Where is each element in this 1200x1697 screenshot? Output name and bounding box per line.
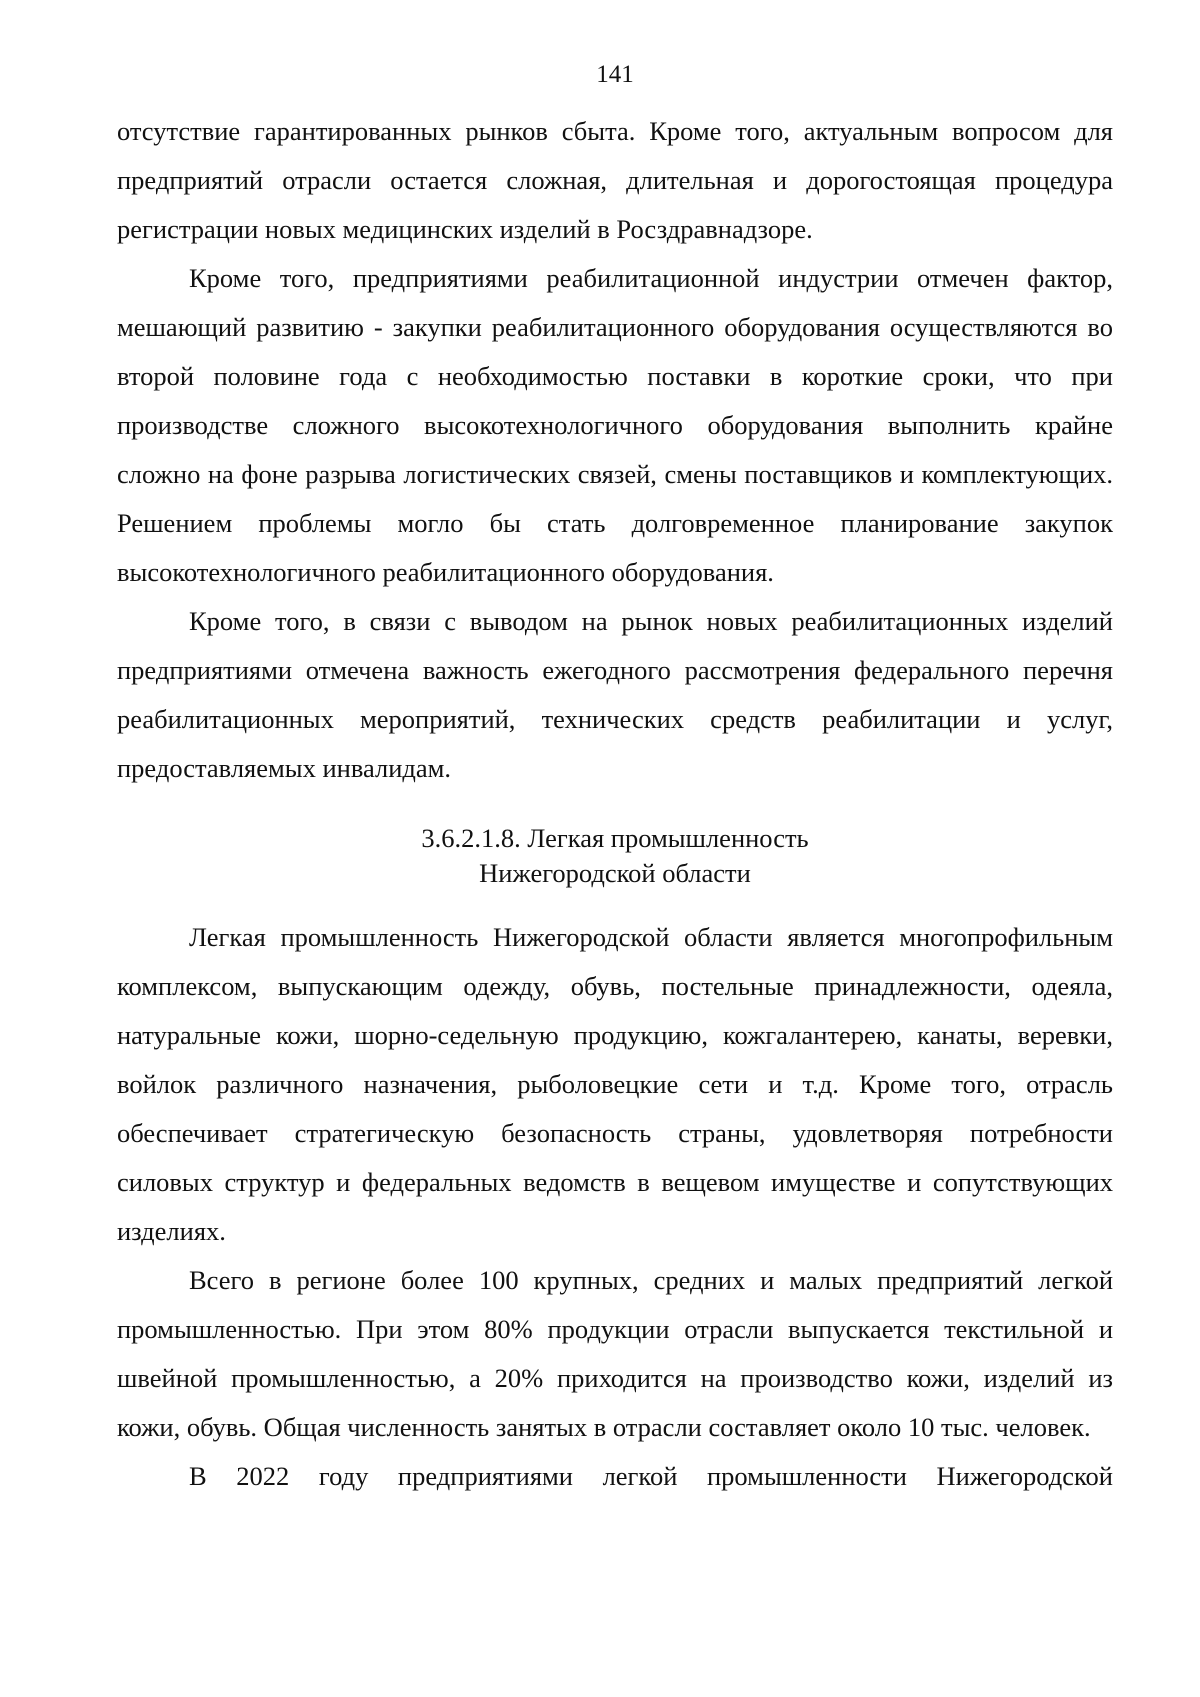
document-body — [117, 107, 1113, 1501]
section-heading — [117, 821, 1113, 891]
paragraph-rehab-federal-list: Кроме того, в связи с выводом на рынок новых реабилитационных изделий предприятиями отмечена важность ежегодного рассмотрения федерального перечня реабилитационных мероприятий, технических средств реабилитации и услуг, предоставляемых инвалидам. — [117, 606, 1113, 783]
paragraph-continuation: отсутствие гарантированных рынков сбыта. Кроме того, актуальным вопросом для предприятий отрасли остается сложная, длительная и дорогостоящая процедура регистрации новых медицинских изделий в Росздравнадзоре. — [117, 116, 1113, 244]
paragraph-light-industry-enterprises: Всего в регионе более 100 крупных, средних и малых предприятий легкой промышленностью. При этом 80% продукции отрасли выпускается текстильной и швейной промышленностью, а 20% приходится на производство кожи, изделий из кожи, обувь. Общая численность занятых в отрасли составляет около 10 тыс. человек. — [117, 1265, 1113, 1442]
page-number: 141 — [596, 61, 634, 88]
section-heading-line-1: 3.6.2.1.8. Легкая промышленность — [421, 823, 809, 853]
paragraph-rehab-procurement: Кроме того, предприятиями реабилитационной индустрии отмечен фактор, мешающий развитию - закупки реабилитационного оборудования осуществляются во второй половине года с необходимостью поставки в короткие сроки, что при производстве сложного высокотехнологичного оборудования выполнить крайне сложно на фоне разрыва логистических связей, смены поставщиков и комплектующих. Решением проблемы могло бы стать долговременное планирование закупок высокотехнологичного реабилитационного оборудования. — [117, 263, 1113, 587]
paragraph-light-industry-2022: В 2022 году предприятиями легкой промышленности Нижегородской — [189, 1461, 1113, 1491]
paragraph-light-industry-overview: Легкая промышленность Нижегородской области является многопрофильным комплексом, выпускающим одежду, обувь, постельные принадлежности, одеяла, натуральные кожи, шорно-седельную продукцию, кожгалантерею, канаты, веревки, войлок различного назначения, рыболовецкие сети и т.д. Кроме того, отрасль обеспечивает стратегическую безопасность страны, удовлетворяя потребности силовых структур и федеральных ведомств в вещевом имуществе и сопутствующих изделиях. — [117, 922, 1113, 1246]
section-heading-line-2: Нижегородской области — [479, 858, 751, 888]
